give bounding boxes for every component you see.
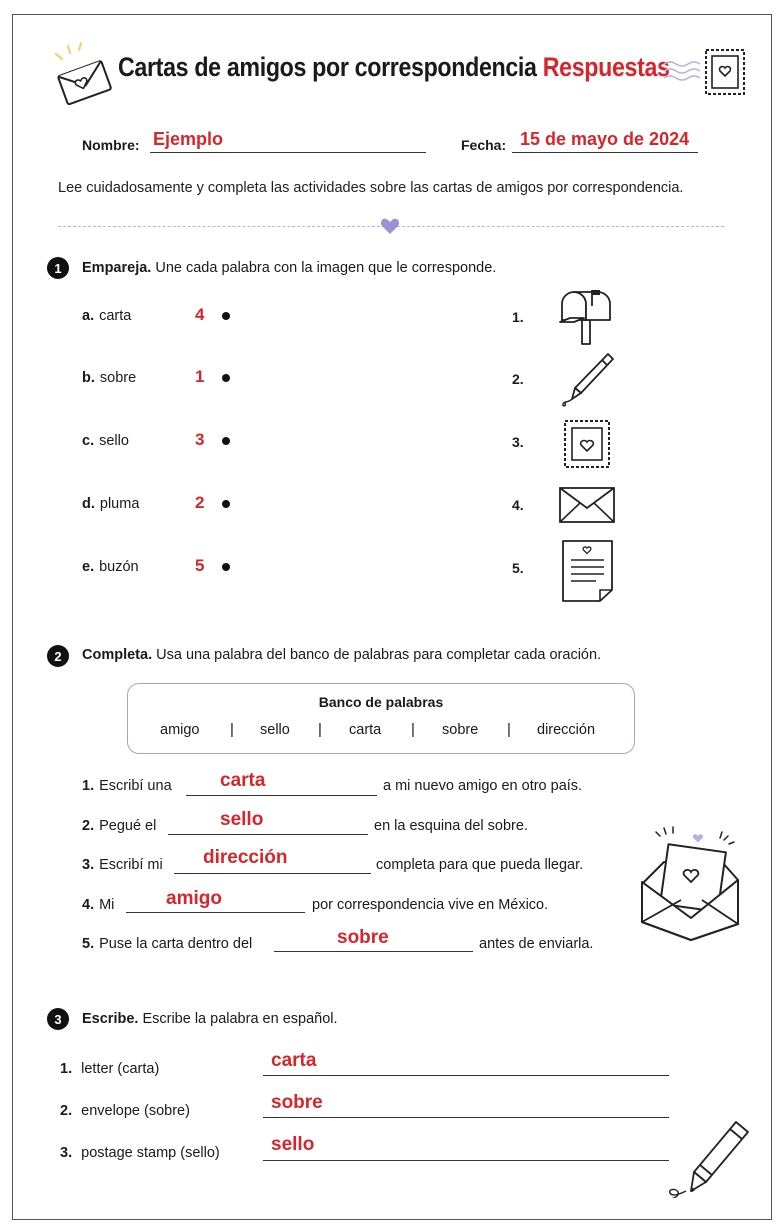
match-answer-e[interactable]: 5 xyxy=(195,556,205,575)
blank-line xyxy=(186,795,377,796)
translation-answer-2[interactable]: sobre xyxy=(271,1092,323,1113)
sentence-4-rest: por correspondencia vive en México. xyxy=(312,897,549,913)
match-item-b: b. sobre xyxy=(82,370,137,386)
bank-separator: | xyxy=(318,721,322,738)
match-dot[interactable] xyxy=(222,312,230,320)
match-dot[interactable] xyxy=(222,563,230,571)
section-1-instruction: Empareja. Une cada palabra con la imagen que le corresponde. xyxy=(82,260,497,276)
section-2-instruction: Completa. Usa una palabra del banco de palabras para completar cada oración. xyxy=(82,647,602,663)
sentence-2-answer[interactable]: sello xyxy=(220,809,264,830)
bank-word: dirección xyxy=(537,722,596,738)
bank-separator: | xyxy=(230,721,234,738)
name-value[interactable]: Ejemplo xyxy=(153,129,224,149)
bank-word: sobre xyxy=(442,722,479,738)
envelope-heart-icon xyxy=(48,40,116,106)
match-dot[interactable] xyxy=(222,500,230,508)
section-2-number: 2 xyxy=(47,645,69,667)
sentence-2-rest: en la esquina del sobre. xyxy=(374,818,528,834)
answer-line xyxy=(263,1160,669,1161)
blank-line xyxy=(126,912,305,913)
sentence-3-answer[interactable]: dirección xyxy=(203,847,288,868)
bank-word: sello xyxy=(260,722,290,738)
picture-number-4: 4. xyxy=(512,497,524,513)
match-dot[interactable] xyxy=(222,374,230,382)
sentence-1-rest: a mi nuevo amigo en otro país. xyxy=(383,778,583,794)
translation-item-2: 2. envelope (sobre) xyxy=(60,1103,190,1119)
bank-separator: | xyxy=(411,721,415,738)
sentence-2: 2. Pegué el xyxy=(82,818,157,834)
picture-number-1: 1. xyxy=(512,309,524,325)
bank-word: amigo xyxy=(160,722,200,738)
match-dot[interactable] xyxy=(222,437,230,445)
stamp-icon xyxy=(562,418,612,470)
date-label: Fecha: xyxy=(461,137,507,153)
answers-label: Respuestas xyxy=(542,52,670,82)
sentence-5-answer[interactable]: sobre xyxy=(337,927,389,948)
translation-answer-3[interactable]: sello xyxy=(271,1134,315,1155)
blank-line xyxy=(174,873,371,874)
bank-word: carta xyxy=(349,722,382,738)
heart-icon xyxy=(380,217,400,235)
match-answer-a[interactable]: 4 xyxy=(195,305,205,324)
sentence-1: 1. Escribí una xyxy=(82,778,172,794)
pencil-icon xyxy=(660,1116,756,1198)
match-item-e: e. buzón xyxy=(82,559,139,575)
bank-separator: | xyxy=(507,721,511,738)
section-3-instruction: Escribe. Escribe la palabra en español. xyxy=(82,1011,338,1027)
match-item-d: d. pluma xyxy=(82,496,140,512)
match-answer-b[interactable]: 1 xyxy=(195,367,205,386)
match-item-a: a. carta xyxy=(82,308,132,324)
match-answer-c[interactable]: 3 xyxy=(195,430,205,449)
sentence-3-rest: completa para que pueda llegar. xyxy=(376,857,584,873)
sentence-4-answer[interactable]: amigo xyxy=(166,888,222,909)
pen-icon xyxy=(556,350,616,408)
sentence-5: 5. Puse la carta dentro del xyxy=(82,936,253,952)
sentence-3: 3. Escribí mi xyxy=(82,857,163,873)
match-answer-d[interactable]: 2 xyxy=(195,493,205,512)
open-envelope-illustration xyxy=(636,822,746,946)
date-value[interactable]: 15 de mayo de 2024 xyxy=(520,129,690,149)
answer-line xyxy=(263,1117,669,1118)
name-label: Nombre: xyxy=(82,137,140,153)
name-line xyxy=(150,152,426,153)
postmark-stamp-icon xyxy=(662,44,750,100)
translation-answer-1[interactable]: carta xyxy=(271,1050,317,1071)
envelope-icon xyxy=(558,486,616,524)
section-3-number: 3 xyxy=(47,1008,69,1030)
translation-item-1: 1. letter (carta) xyxy=(60,1061,160,1077)
sentence-4: 4. Mi xyxy=(82,897,115,913)
instructions: Lee cuidadosamente y completa las actividades sobre las cartas de amigos por correspondencia. xyxy=(58,180,684,196)
translation-item-3: 3. postage stamp (sello) xyxy=(60,1145,220,1161)
blank-line xyxy=(168,834,368,835)
blank-line xyxy=(274,951,473,952)
sentence-5-rest: antes de enviarla. xyxy=(479,936,594,952)
page-title: Cartas de amigos por correspondencia Respuestas xyxy=(118,52,670,82)
letter-icon xyxy=(560,538,616,604)
picture-number-5: 5. xyxy=(512,560,524,576)
match-item-c: c. sello xyxy=(82,433,129,449)
picture-number-2: 2. xyxy=(512,371,524,387)
date-line xyxy=(512,152,698,153)
picture-number-3: 3. xyxy=(512,434,524,450)
sentence-1-answer[interactable]: carta xyxy=(220,770,266,791)
mailbox-icon xyxy=(556,284,616,346)
answer-line xyxy=(263,1075,669,1076)
section-1-number: 1 xyxy=(47,257,69,279)
word-bank-title: Banco de palabras xyxy=(318,694,444,710)
word-bank xyxy=(127,683,635,754)
